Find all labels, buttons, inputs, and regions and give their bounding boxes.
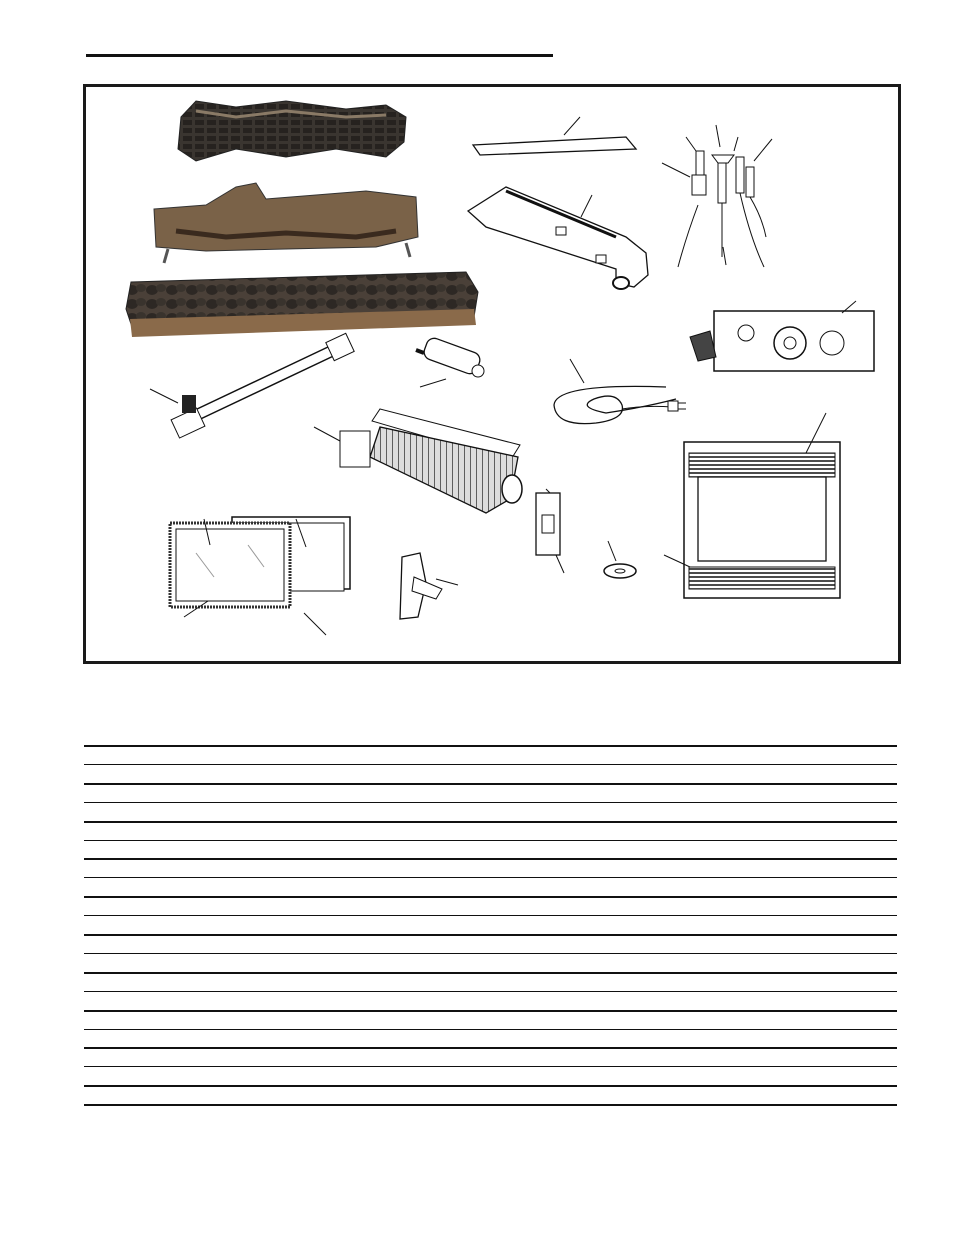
table-row [84,934,897,936]
firebox-icon [664,413,840,598]
table-row [84,764,897,765]
table-row [84,1029,897,1030]
table-row [84,953,897,954]
table-row [84,1047,897,1049]
pilot-icon [662,125,772,267]
table-row [84,1010,897,1012]
table-row [84,972,897,974]
title-underline [86,54,553,57]
table-row [84,783,897,785]
ring-icon [604,541,636,578]
igniter-icon [416,336,484,387]
table-row [84,802,897,803]
table-row [84,858,897,860]
connector-icon [150,333,354,438]
valve-icon [690,301,874,371]
table-row [84,877,897,878]
table-row [84,915,897,916]
fan-icon [314,409,522,513]
logs-icon [126,101,478,337]
table-row [84,991,897,992]
cover-icon [473,117,636,155]
wire-icon [554,359,686,424]
burner-icon [468,187,648,289]
parts-diagram [83,84,901,664]
table-row [84,1066,897,1067]
table-row [84,821,897,823]
glass-icon [170,517,350,635]
table-row [84,1085,897,1087]
table-row [84,1104,897,1106]
parts-illustration [86,87,898,661]
latch-icon [400,553,458,619]
table-row [84,840,897,841]
table-row [84,745,897,747]
switch-icon [536,489,564,573]
table-row [84,896,897,898]
